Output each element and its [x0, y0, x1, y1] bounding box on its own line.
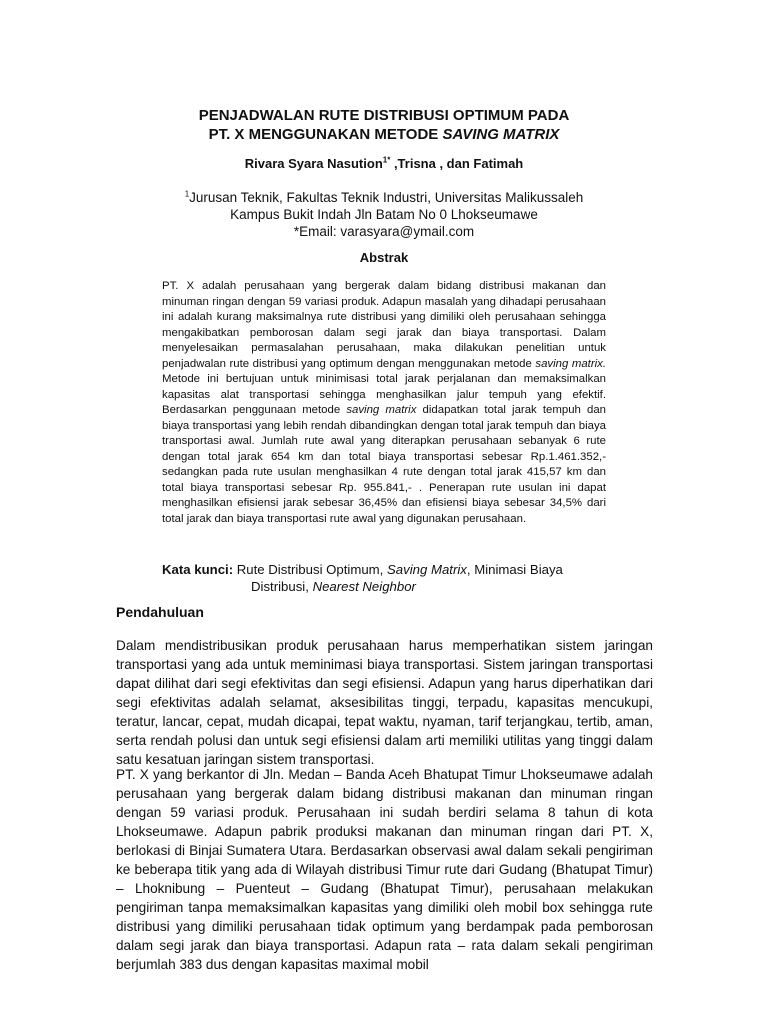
author-list — [110, 156, 658, 172]
keywords-label: Kata kunci: — [162, 562, 234, 577]
paper-title-line-2 — [110, 125, 658, 144]
affiliation-line-2: Kampus Bukit Indah Jln Batam No 0 Lhokseumawe — [230, 207, 538, 222]
abstract-heading: Abstrak — [359, 250, 409, 265]
keywords — [162, 561, 606, 595]
body-paragraph-2: PT. X yang berkantor di Jln. Medan – Banda Aceh Bhatupat Timur Lhokseumawe adalah perusahaan yang bergerak dalam bidang distribusi makanan dan minuman ringan dengan 59 variasi produk. Perusahaan ini sudah berdiri selama 8 tahun di kota Lhokseumawe. Adapun pabrik produksi makanan dan minuman ringan dari PT. X, berlokasi di Binjai Sumatera Utara. Berdasarkan observasi awal dalam sekali pengiriman ke beberapa titik yang ada di Wilayah distribusi Timur rute dari Gudang (Bhatupat Timur) – Lhoknibung – Puenteut – Gudang (Bhatupat Timur), perusahaan melakukan pengiriman tanpa memaksimalkan kapasitas yang dimiliki oleh mobil box sehingga rute distribusi yang dimiliki perusahaan tidak optimum yang berdampak pada pemborosan dalam segi jarak dan biaya transportasi. Adapun rata – rata dalam sekali pengiriman berjumlah 383 dus dengan kapasitas maximal mobil — [116, 767, 653, 972]
abstract-italic-1: saving matrix. — [535, 357, 607, 370]
keywords-italic-1: Saving Matrix — [387, 562, 467, 577]
keywords-text-2: , Minimasi Biaya — [466, 562, 563, 577]
abstract-text-2: Metode ini bertujuan untuk minimisasi total jarak perjalanan dan memaksimalkan kapasitas alat transportasi sehingga menghasilkan jalur tempuh yang efektif. Berdasarkan penggunaan metode — [162, 373, 606, 416]
affiliation-line-1 — [110, 189, 658, 206]
abstract-body — [162, 279, 606, 527]
author-1-marker: 1* — [382, 155, 391, 165]
author-email: *Email: varasyara@ymail.com — [293, 224, 475, 239]
other-authors: ,Trisna , dan Fatimah — [390, 156, 524, 171]
author-1-name: Rivara Syara Nasution — [244, 156, 383, 171]
body-paragraph-1: Dalam mendistribusikan produk perusahaan harus memperhatikan sistem jaringan transportasi yang ada untuk meminimasi biaya transportasi. Sistem jaringan transportasi dapat dilihat dari segi efektivitas dan segi efisiensi. Adapun yang harus diperhatikan dari segi efektivitas adalah selamat, aksesibilitas tinggi, terpadu, kapasitas mencukupi, teratur, lancar, cepat, mudah dicapai, tepat waktu, nyaman, tarif terjangkau, tertib, aman, serta rendah polusi dan untuk segi efisiensi dalam arti memiliki utilitas yang tinggi dalam satu kesatuan jaringan sistem transportasi. — [116, 638, 653, 767]
keywords-text-1: Rute Distribusi Optimum, — [233, 562, 387, 577]
section-heading: Pendahuluan — [116, 604, 204, 620]
abstract-text-3: didapatkan total jarak tempuh dan biaya transportasi yang lebih rendah dibandingkan dengan total jarak tempuh dan biaya transportasi awal. Jumlah rute awal yang diterapkan perusahaan sebanyak 6 rute dengan total jarak 654 km dan total biaya transportasi sebesar Rp.1.461.352,- sedangkan pada rute usulan menghasilkan 4 rute dengan total jarak 415,57 km dan total biaya transportasi sebesar Rp. 955.841,- . Penerapan rute usulan ini dapat menghasilkan efisiensi jarak sebesar 36,45% dan efisiensi biaya sebesar 34,5% dari total jarak dan biaya transportasi rute awal yang digunakan perusahaan. — [162, 404, 607, 525]
title-line-2-italic: SAVING MATRIX — [442, 126, 560, 143]
affiliation-text: Jurusan Teknik, Fakultas Teknik Industri, Universitas Malikussaleh — [189, 190, 584, 205]
keywords-line-2 — [162, 578, 606, 595]
keywords-italic-2: Nearest Neighbor — [312, 579, 416, 594]
title-line-2-text: PT. X MENGGUNAKAN METODE — [208, 126, 443, 143]
paper-title-line-1: PENJADWALAN RUTE DISTRIBUSI OPTIMUM PADA — [198, 107, 570, 124]
abstract-text-1: PT. X adalah perusahaan yang bergerak dalam bidang distribusi makanan dan minuman ringan dengan 59 variasi produk. Adapun masalah yang dihadapi perusahaan ini adalah kurang maksimalnya rute distribusi yang dimiliki oleh perusahaan sehingga mengakibatkan pemborosan dalam segi jarak dan biaya transportasi. Dalam menyelesaikan permasalahan perusahaan, maka dilakukan penelitian untuk penjadwalan rute distribusi yang optimum dengan menggunakan metode — [162, 280, 606, 370]
keywords-text-3: Distribusi, — [251, 579, 313, 594]
affiliation-marker: 1 — [184, 189, 190, 199]
abstract-italic-2: saving matrix — [346, 404, 417, 416]
